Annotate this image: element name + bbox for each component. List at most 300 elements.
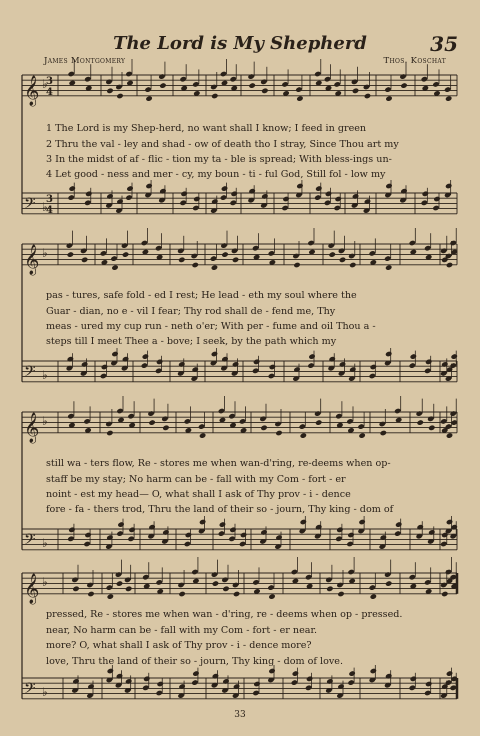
note-head xyxy=(228,536,235,542)
note-head xyxy=(364,93,371,99)
note-head xyxy=(326,586,333,592)
lyric-line: 1 The Lord is my Shep-herd, no want shall I know; I feed in green xyxy=(46,123,367,134)
note-head xyxy=(220,242,227,248)
note-head xyxy=(211,198,218,204)
note-head xyxy=(358,519,365,525)
note-head xyxy=(106,584,113,590)
note-head xyxy=(349,366,356,372)
composer-credit: Thos. Koschat xyxy=(383,56,446,66)
note-head xyxy=(314,194,321,200)
note-head xyxy=(307,362,314,368)
note-head xyxy=(193,196,200,202)
note-head xyxy=(364,198,371,204)
lyric-line: 2 Thru the val - ley and shad - ow of death tho I stray, Since Thou art my xyxy=(46,139,399,150)
note-head xyxy=(106,430,113,436)
note-head xyxy=(441,361,448,367)
note-head xyxy=(267,584,274,590)
note-head xyxy=(247,73,254,79)
note-head xyxy=(179,200,186,206)
note-head xyxy=(315,185,322,191)
note-head xyxy=(451,353,458,359)
note-head xyxy=(384,86,391,92)
note-head xyxy=(159,82,166,88)
flat-sign-icon: ♭ xyxy=(42,536,48,551)
note-head xyxy=(100,250,107,256)
note-head xyxy=(231,248,238,254)
note-head xyxy=(424,245,431,251)
note-head xyxy=(211,571,218,577)
note-head xyxy=(268,593,275,599)
treble-clef-icon: 𝄞 xyxy=(24,573,40,604)
note-head xyxy=(142,685,149,691)
note-head xyxy=(385,183,392,189)
note-head xyxy=(261,193,268,199)
note-head xyxy=(305,574,312,580)
note-head xyxy=(156,579,163,585)
note-head xyxy=(248,188,255,194)
note-head xyxy=(72,678,79,684)
note-head xyxy=(121,242,128,248)
note-head xyxy=(336,582,343,588)
note-head xyxy=(161,416,168,422)
note-head xyxy=(107,593,114,599)
note-head xyxy=(295,86,302,92)
note-head xyxy=(335,196,342,202)
note-head xyxy=(111,264,118,270)
note-head xyxy=(293,262,300,268)
note-head xyxy=(239,418,246,424)
note-head xyxy=(177,582,184,588)
note-head xyxy=(422,191,429,197)
lyric-line: meas - ured my cup run - neth o'er; With per - fume and oil Thou a - xyxy=(46,321,376,332)
note-head xyxy=(239,541,246,547)
note-head xyxy=(446,262,453,268)
note-head xyxy=(329,356,336,362)
note-head xyxy=(363,84,370,90)
note-head xyxy=(252,368,259,374)
note-head xyxy=(230,200,237,206)
page-number: 35 xyxy=(430,32,458,56)
note-head xyxy=(81,257,88,263)
flat-sign-icon: ♭ xyxy=(42,246,48,260)
note-head xyxy=(291,569,298,575)
note-head xyxy=(339,257,346,263)
note-head xyxy=(370,593,377,599)
flat-sign-icon: ♭ xyxy=(42,575,48,589)
note-head xyxy=(80,248,87,254)
note-head xyxy=(440,541,447,547)
note-head xyxy=(268,250,275,256)
note-head xyxy=(281,81,288,87)
note-head xyxy=(446,432,453,438)
note-head xyxy=(100,373,107,379)
note-head xyxy=(335,413,342,419)
note-head xyxy=(125,586,132,592)
note-head xyxy=(424,690,431,696)
note-head xyxy=(260,79,267,85)
note-head xyxy=(275,430,282,436)
note-head xyxy=(232,361,239,367)
note-head xyxy=(179,76,186,82)
lyric-line: fore - fa - thers trod, Thru the land of their so - journ, Thy king - dom of xyxy=(46,504,394,515)
bass-clef-icon: 𝄢 xyxy=(24,362,36,384)
note-head xyxy=(218,530,225,536)
note-head xyxy=(335,536,342,542)
note-head xyxy=(281,205,288,211)
note-head xyxy=(409,574,416,580)
note-head xyxy=(446,670,453,676)
note-head xyxy=(126,185,133,191)
note-head xyxy=(220,194,227,200)
note-head xyxy=(293,366,300,372)
note-head xyxy=(192,81,199,87)
note-head xyxy=(228,413,235,419)
note-head xyxy=(292,253,299,259)
note-head xyxy=(191,253,198,259)
note-head xyxy=(444,86,451,92)
note-head xyxy=(306,676,313,682)
note-head xyxy=(192,262,199,268)
note-head xyxy=(329,251,336,257)
note-head xyxy=(424,579,431,585)
treble-clef-icon: 𝄞 xyxy=(24,75,40,106)
note-head xyxy=(385,264,392,270)
note-head xyxy=(385,673,392,679)
note-head xyxy=(409,685,416,691)
note-head xyxy=(334,81,341,87)
note-head xyxy=(191,569,198,575)
note-head xyxy=(347,679,354,685)
note-head xyxy=(141,240,148,246)
note-head xyxy=(67,356,74,362)
note-head xyxy=(421,76,428,82)
note-head xyxy=(325,577,332,583)
note-head xyxy=(67,413,74,419)
time-signature-numerator: 3 xyxy=(46,194,53,205)
note-head xyxy=(116,580,123,586)
note-head xyxy=(324,200,331,206)
note-head xyxy=(185,532,192,538)
flat-sign-icon: ♭ xyxy=(42,414,48,428)
note-head xyxy=(156,359,163,365)
note-head xyxy=(71,577,78,583)
note-head xyxy=(211,351,218,357)
note-head xyxy=(116,93,123,99)
lyric-line: still wa - ters flow, Re - stores me when wan-d'ring, re-deems when op- xyxy=(46,458,391,469)
time-signature-denominator: 4 xyxy=(46,87,53,98)
note-head xyxy=(308,353,315,359)
note-head xyxy=(339,361,346,367)
note-head xyxy=(260,529,267,535)
note-head xyxy=(291,679,298,685)
note-head xyxy=(380,534,387,540)
note-head xyxy=(370,364,377,370)
note-head xyxy=(427,416,434,422)
note-head xyxy=(252,245,259,251)
note-head xyxy=(253,681,260,687)
note-head xyxy=(156,690,163,696)
note-head xyxy=(143,676,150,682)
note-head xyxy=(440,248,447,254)
note-head xyxy=(111,351,118,357)
time-signature-denominator: 4 xyxy=(46,205,53,216)
note-head xyxy=(211,93,218,99)
note-head xyxy=(117,521,124,527)
note-head xyxy=(68,194,75,200)
note-head xyxy=(348,253,355,259)
note-head xyxy=(399,73,406,79)
note-head xyxy=(83,541,90,547)
note-head xyxy=(219,521,226,527)
note-head xyxy=(253,359,260,365)
lyric-line: love, Thru the land of their so - journ, Thy king - dom of love. xyxy=(46,656,343,667)
note-head xyxy=(81,361,88,367)
note-head xyxy=(347,569,354,575)
note-head xyxy=(220,71,227,77)
note-head xyxy=(385,351,392,357)
note-head xyxy=(218,408,225,414)
note-head xyxy=(417,419,424,425)
note-head xyxy=(221,356,228,362)
note-head xyxy=(400,188,407,194)
note-head xyxy=(352,193,359,199)
note-head xyxy=(162,529,169,535)
note-head xyxy=(127,413,134,419)
note-head xyxy=(240,532,247,538)
note-head xyxy=(269,364,276,370)
note-head xyxy=(83,418,90,424)
note-head xyxy=(147,410,154,416)
note-head xyxy=(128,527,135,533)
note-head xyxy=(178,591,185,597)
note-head xyxy=(72,586,79,592)
note-head xyxy=(233,683,240,689)
note-head xyxy=(155,368,162,374)
note-head xyxy=(210,84,217,90)
note-head xyxy=(336,527,343,533)
note-head xyxy=(314,410,321,416)
note-head xyxy=(351,79,358,85)
note-head xyxy=(84,532,91,538)
time-signature-numerator: 3 xyxy=(46,76,53,87)
note-head xyxy=(395,521,402,527)
note-head xyxy=(450,410,457,416)
note-head xyxy=(67,251,74,257)
note-head xyxy=(68,527,75,533)
note-head xyxy=(324,76,331,82)
note-head xyxy=(142,353,149,359)
note-head xyxy=(358,432,365,438)
note-head xyxy=(69,185,76,191)
note-head xyxy=(192,205,199,211)
note-head xyxy=(328,242,335,248)
note-head xyxy=(232,257,239,263)
note-head xyxy=(394,530,401,536)
note-head xyxy=(385,95,392,101)
note-head xyxy=(428,529,435,535)
note-head xyxy=(162,425,169,431)
note-head xyxy=(184,541,191,547)
note-head xyxy=(369,584,376,590)
note-head xyxy=(296,95,303,101)
note-head xyxy=(122,251,129,257)
bass-clef-icon: 𝄢 xyxy=(24,530,36,552)
note-head xyxy=(233,591,240,597)
note-head xyxy=(178,257,185,263)
treble-clef-icon: 𝄞 xyxy=(24,244,40,275)
note-head xyxy=(441,591,448,597)
note-head xyxy=(275,534,282,540)
note-head xyxy=(158,73,165,79)
note-head xyxy=(346,541,353,547)
note-head xyxy=(115,571,122,577)
note-head xyxy=(157,681,164,687)
note-head xyxy=(433,196,440,202)
note-head xyxy=(299,423,306,429)
note-head xyxy=(184,418,191,424)
note-head xyxy=(212,673,219,679)
note-head xyxy=(260,425,267,431)
note-head xyxy=(410,676,417,682)
note-head xyxy=(144,86,151,92)
note-head xyxy=(410,353,417,359)
note-head xyxy=(261,88,268,94)
note-head xyxy=(221,577,228,583)
footer-page-number: 33 xyxy=(234,710,246,720)
note-head xyxy=(115,84,122,90)
note-head xyxy=(252,579,259,585)
note-head xyxy=(125,678,132,684)
note-head xyxy=(84,76,91,82)
note-head xyxy=(409,240,416,246)
note-head xyxy=(314,71,321,77)
note-head xyxy=(191,679,198,685)
flat-sign-icon: ♭ xyxy=(42,200,48,215)
flat-sign-icon: ♭ xyxy=(42,368,48,383)
note-head xyxy=(178,361,185,367)
note-head xyxy=(141,362,148,368)
note-head xyxy=(292,670,299,676)
note-head xyxy=(199,432,206,438)
note-head xyxy=(125,194,132,200)
bass-clef-icon: 𝄢 xyxy=(24,679,36,701)
note-head xyxy=(192,366,199,372)
note-head xyxy=(416,410,423,416)
note-head xyxy=(222,586,229,592)
note-head xyxy=(347,532,354,538)
note-head xyxy=(421,200,428,206)
note-head xyxy=(248,82,255,88)
note-head xyxy=(212,580,219,586)
note-head xyxy=(86,582,93,588)
note-head xyxy=(229,527,236,533)
note-head xyxy=(300,432,307,438)
note-head xyxy=(440,418,447,424)
note-head xyxy=(325,191,332,197)
note-head xyxy=(110,255,117,261)
note-head xyxy=(178,683,185,689)
treble-clef-icon: 𝄞 xyxy=(24,412,40,443)
note-head xyxy=(352,88,359,94)
note-head xyxy=(379,421,386,427)
note-head xyxy=(440,582,447,588)
note-head xyxy=(159,188,166,194)
note-head xyxy=(268,668,275,674)
note-head xyxy=(425,681,432,687)
note-head xyxy=(282,196,289,202)
note-head xyxy=(116,408,123,414)
note-head xyxy=(84,200,91,206)
note-head xyxy=(432,81,439,87)
note-head xyxy=(231,191,238,197)
note-head xyxy=(349,262,356,268)
note-head xyxy=(148,524,155,530)
lyricist-credit: James Montgomery xyxy=(44,56,126,66)
note-head xyxy=(369,250,376,256)
note-head xyxy=(334,205,341,211)
note-head xyxy=(192,670,199,676)
note-head xyxy=(445,183,452,189)
note-head xyxy=(221,251,228,257)
note-head xyxy=(380,430,387,436)
lyric-line: Guar - dian, no e - vil I fear; Thy rod shall de - fend me, Thy xyxy=(46,306,336,317)
note-head xyxy=(145,95,152,101)
note-head xyxy=(409,362,416,368)
note-head xyxy=(337,683,344,689)
note-head xyxy=(221,185,228,191)
note-head xyxy=(384,255,391,261)
note-head xyxy=(211,264,218,270)
note-head xyxy=(148,419,155,425)
note-head xyxy=(357,423,364,429)
note-head xyxy=(337,591,344,597)
note-head xyxy=(122,356,129,362)
note-head xyxy=(384,571,391,577)
lyric-line: steps till I meet Thee a - bove; I seek, by the path which my xyxy=(46,336,337,347)
note-head xyxy=(400,82,407,88)
note-head xyxy=(107,668,114,674)
note-head xyxy=(155,245,162,251)
flat-sign-icon: ♭ xyxy=(42,77,48,91)
bass-clef-icon: 𝄢 xyxy=(24,194,36,216)
note-head xyxy=(315,524,322,530)
note-head xyxy=(105,79,112,85)
note-head xyxy=(432,205,439,211)
note-head xyxy=(369,373,376,379)
note-head xyxy=(142,574,149,580)
note-head xyxy=(106,88,113,94)
note-head xyxy=(210,255,217,261)
note-head xyxy=(307,240,314,246)
note-head xyxy=(326,678,333,684)
lyric-line: pressed, Re - stores me when wan - d'ring, re - deems when op - pressed. xyxy=(46,609,403,620)
note-head xyxy=(446,519,453,525)
note-head xyxy=(230,76,237,82)
note-head xyxy=(87,591,94,597)
note-head xyxy=(348,670,355,676)
note-head xyxy=(127,536,134,542)
note-head xyxy=(385,580,392,586)
note-head xyxy=(274,421,281,427)
note-head xyxy=(116,530,123,536)
note-head xyxy=(125,71,132,77)
note-head xyxy=(252,690,259,696)
note-head xyxy=(106,193,113,199)
note-head xyxy=(68,71,75,77)
note-head xyxy=(425,359,432,365)
lyric-line: near, No harm can be - fall with my Com - fort - er near. xyxy=(46,625,318,636)
note-head xyxy=(417,524,424,530)
